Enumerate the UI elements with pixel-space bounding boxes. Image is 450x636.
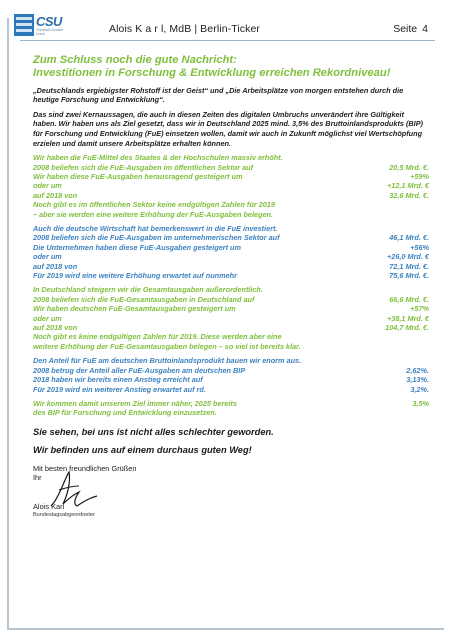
public-sector-block [33,153,429,219]
row-value: +26,0 Mrd. € [387,252,429,262]
row-value: +56% [410,242,429,252]
row-label: Auch die deutsche Wirtschaft hat bemerkenswert in die FuE investiert. [33,224,278,233]
row-value: 20,5 Mrd. €. [389,162,429,172]
data-row [33,399,429,408]
data-row [33,233,429,242]
data-row [33,342,429,351]
data-row [33,153,429,162]
logo-text: CSU [36,14,62,29]
row-label: 2008 beliefen sich die FuE-Ausgaben im öffentlichen Sektor auf [33,162,254,172]
row-value: 46,1 Mrd. €. [389,233,429,243]
handwritten-signature-icon [45,468,105,512]
row-value: 66,6 Mrd. €. [389,294,429,304]
data-row [33,304,429,313]
row-value: +57% [410,304,429,314]
bottom-border-rule [7,628,444,630]
row-label: oder um [33,313,62,323]
total-spending-block [33,285,429,351]
left-border-rule [7,18,9,628]
row-value: 2,62%. [406,365,429,375]
intro-quote: „Deutschlands ergiebigster Rohstoff ist der Geist“ und „Die Arbeitsplätze von morgen entstehen durch die heutige Forschung und Entwicklung“. [33,85,404,105]
row-label: Den Anteil für FuE am deutschen Bruttoinlandsprodukt bauen wir enorm aus. [33,356,302,366]
logo-subtext: Christlich-Soziale Union [36,28,64,36]
data-row [33,332,429,341]
headline-line-2: Investitionen in Forschung & Entwicklung erreichen Rekordniveau! [33,66,391,79]
signer-role: Bundestagsabgeordneter [33,511,95,518]
data-row [33,295,429,304]
page-label: Seite [393,23,418,35]
row-label: 2008 beliefen sich die FuE-Ausgaben im unternehmerischen Sektor auf [33,233,280,243]
row-value: 32,6 Mrd. €. [389,190,429,200]
row-label: Wir haben deutschen FuE-Gesamtausgaben gesteigert um [33,304,236,314]
row-label: 2008 beliefen sich die FuE-Gesamtausgaben in Deutschland auf [33,294,255,304]
row-label: Für 2019 wird eine weitere Erhöhung erwartet auf nunmehr [33,271,237,281]
data-row [33,172,429,181]
intro-text: Das sind zwei Kernaussagen, die auch in diesen Zeiten des digitalen Umbruchs unverändert ihre Gültigkeit haben. Wir haben uns als Ziel gesetzt, dass wir in Deutschland 2025 mind. 3,5% des Bruttoinlandsprodukts (BIP) für Forschung und Entwicklung (FuE) einsetzen wollen, damit wir auch in Zukunft möglichst viel Wertschöpfung erzielen und damit unsere Arbeitsplätze erhalten können. [33,109,423,148]
signoff [33,464,429,520]
greeting-text: Mit besten freundlichen Grüßen [33,463,137,473]
article-body [33,54,429,520]
row-label: auf 2018 von [33,190,78,200]
goal-block [33,399,429,418]
row-label: 2018 haben wir bereits einen Anstieg erreicht auf [33,375,203,385]
data-row [33,243,429,252]
row-value: +38,1 Mrd. € [387,313,429,323]
row-label: des BIP für Forschung und Entwicklung einzusetzen. [33,408,217,418]
data-row [33,323,429,332]
data-row [33,224,429,233]
row-label: Für 2019 wird ein weiterer Anstieg erwartet auf rd. [33,384,206,394]
row-label: oder um [33,252,62,262]
page-indicator [388,23,428,35]
closing-statement [33,427,429,456]
row-label: Noch gibt es im öffentlichen Sektor keine endgültigen Zahlen für 2019 [33,200,275,210]
data-row [33,210,429,219]
data-row [33,366,429,375]
header-title: Alois K a r l, MdB | Berlin-Ticker [109,23,261,35]
data-row [33,375,429,384]
row-label: In Deutschland steigern wir die Gesamtausgaben außerordentlich. [33,285,263,295]
row-value: +12,1 Mrd. € [387,181,429,191]
row-label: oder um [33,181,62,191]
data-row [33,181,429,190]
closing-line-1: Sie sehen, bei uns ist nicht alles schlechter geworden. [33,426,274,437]
row-value: 3,5% [412,398,429,408]
data-row [33,200,429,209]
row-label: 2008 betrug der Anteil aller FuE-Ausgaben am deutschen BIP [33,365,246,375]
data-row [33,356,429,365]
row-value: 72,1 Mrd. €. [389,261,429,271]
closing-line-2: Wir befinden uns auf einem durchaus guten Weg! [33,444,252,455]
data-row [33,191,429,200]
gdp-share-block [33,356,429,394]
row-value: 3,13%. [406,375,429,385]
data-row [33,252,429,261]
data-row [33,285,429,294]
row-label: auf 2018 von [33,323,78,333]
row-label: Die Unternehmen haben diese FuE-Ausgaben gesteigert um [33,242,242,252]
data-row [33,314,429,323]
row-label: Wir kommen damit unserem Ziel immer näher, 2025 bereits [33,398,237,408]
data-row [33,163,429,172]
data-row [33,271,429,280]
row-label: Wir haben diese FuE-Ausgaben herausragend gesteigert um [33,171,243,181]
article-headline [33,54,429,80]
row-value: 104,7 Mrd. €. [385,323,429,333]
greeting-ihr: Ihr [33,472,42,482]
header-divider [20,40,435,41]
headline-line-1: Zum Schluss noch die gute Nachricht: [33,54,237,66]
data-row [33,262,429,271]
page-number: 4 [422,23,428,35]
row-label: weitere Erhöhung der FuE-Gesamtausgaben belegen – so viel ist bereits klar. [33,341,301,351]
row-label: auf 2018 von [33,261,78,271]
logo-mark-icon [14,14,34,36]
row-label: Noch gibt es keine endgültigen Zahlen für 2019. Diese werden aber eine [33,332,282,342]
row-value: 3,2%. [410,384,429,394]
row-value: 75,6 Mrd. €. [389,271,429,281]
csu-logo [14,14,72,38]
business-sector-block [33,224,429,280]
row-value: +59% [410,171,429,181]
signer-name: Alois Karl [33,501,65,511]
data-row [33,408,429,417]
data-row [33,385,429,394]
row-label: – aber sie werden eine weitere Erhöhung der FuE-Ausgaben belegen. [33,209,274,219]
row-label: Wir haben die FuE-Mittel des Staates & der Hochschulen massiv erhöht. [33,153,283,163]
